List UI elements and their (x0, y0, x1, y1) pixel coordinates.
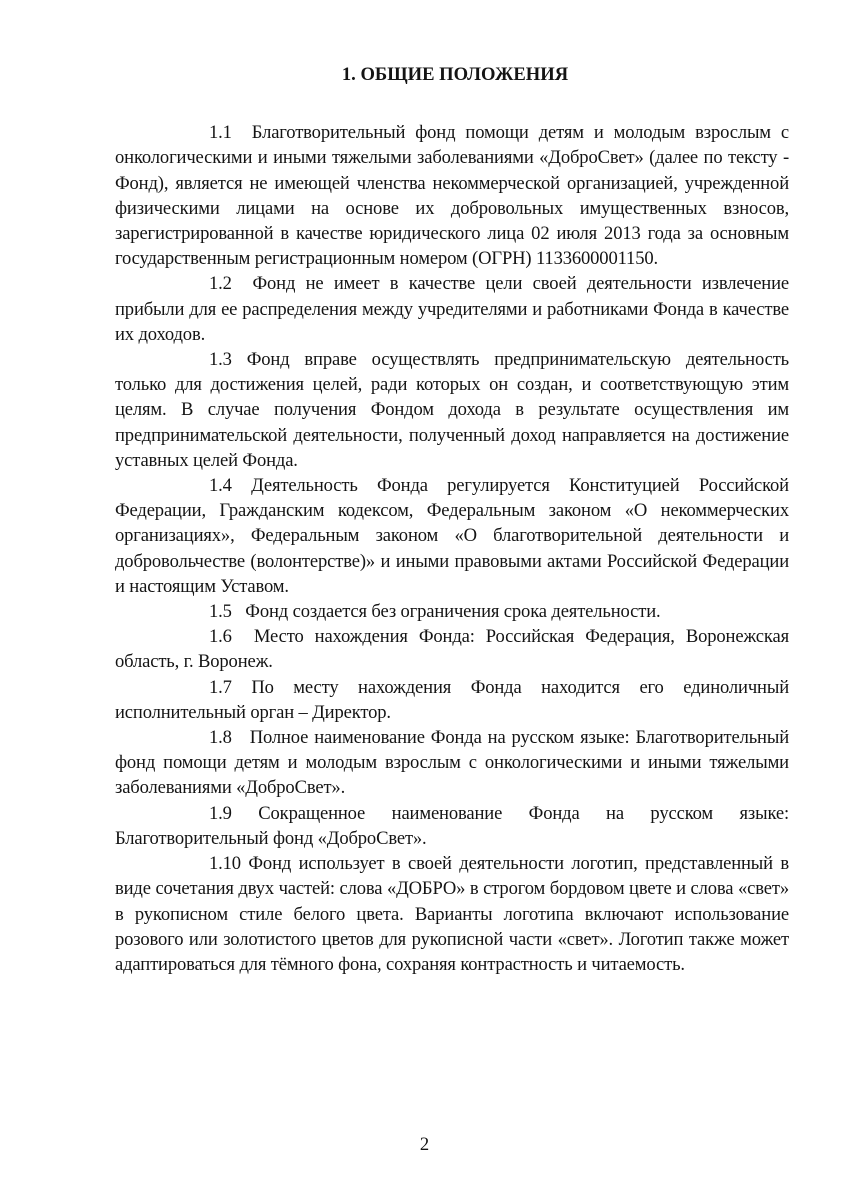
paragraph-text: Сокращенное наименование Фонда на русском языке: Благотворительный фонд «ДоброСвет». (115, 802, 789, 849)
paragraph-number: 1.9 (209, 802, 232, 824)
paragraph-text: Фонд использует в своей деятельности логотип, представленный в виде сочетания двух частей: слова «ДОБРО» в строгом бордовом цвете и слова «свет» в рукописном стиле белого цвета. Варианты логотипа включают использование розового или золотистого цветов для рукописной части «свет». Логотип также может адаптироваться для тёмного фона, сохраняя контрастность и читаемость. (115, 853, 789, 975)
paragraph-number: 1.6 (209, 626, 232, 648)
paragraph-text: Благотворительный фонд помощи детям и молодым взрослым с онкологическими и иными тяжелыми заболеваниями «ДоброСвет» (далее по тексту - Фонд), является не имеющей членства некоммерческой организацией, учрежденной физическими лицами на основе их добровольных имущественных взносов, зарегистрированной в качестве юридического лица 02 июля 2013 года за основным государственным регистрационным номером (ОГРН) 1133600001150. (115, 122, 789, 270)
document-page (115, 62, 789, 977)
paragraph-1-10 (115, 851, 789, 977)
paragraph-number: 1.8 (209, 727, 232, 749)
paragraph-1-9 (115, 801, 789, 851)
paragraph-number: 1.1 (209, 122, 232, 144)
paragraph-number: 1.7 (209, 676, 232, 698)
section-title: 1. ОБЩИЕ ПОЛОЖЕНИЯ (341, 64, 569, 85)
paragraph-1-7 (115, 675, 789, 725)
page-number: 2 (419, 1134, 430, 1155)
paragraph-1-3 (115, 347, 789, 473)
paragraph-number: 1.4 (209, 475, 232, 497)
paragraph-number: 1.3 (209, 349, 232, 371)
paragraph-text: Фонд вправе осуществлять предпринимательскую деятельность только для достижения целей, ради которых он создан, и соответствующую этим целям. В случае получения Фондом дохода в результате осуществления им предпринимательской деятельности, полученный доход направляется на достижение уставных целей Фонда. (115, 349, 790, 471)
paragraph-text: Фонд создается без ограничения срока деятельности. (245, 601, 661, 623)
paragraph-text: Место нахождения Фонда: Российская Федерация, Воронежская область, г. Воронеж. (115, 626, 789, 673)
paragraph-text: Полное наименование Фонда на русском языке: Благотворительный фонд помощи детям и молодым взрослым с онкологическими и иными тяжелыми заболеваниями «ДоброСвет». (115, 727, 789, 799)
paragraph-number: 1.2 (209, 273, 232, 295)
paragraph-text: Фонд не имеет в качестве цели своей деятельности извлечение прибыли для ее распределения между учредителями и работниками Фонда в качестве их доходов. (115, 273, 790, 345)
paragraph-1-8 (115, 725, 789, 801)
paragraph-number: 1.10 (209, 853, 241, 875)
paragraph-1-1 (115, 120, 789, 271)
paragraph-1-4 (115, 473, 789, 599)
paragraph-1-2 (115, 271, 789, 347)
paragraph-1-6 (115, 624, 789, 674)
paragraph-1-5 (115, 599, 789, 624)
paragraph-number: 1.5 (209, 601, 232, 623)
paragraph-text: Деятельность Фонда регулируется Конституцией Российской Федерации, Гражданским кодексом, Федеральным законом «О некоммерческих организациях», Федеральным законом «О благотворительной деятельности и добровольчестве (волонтерстве)» и иными правовыми актами Российской Федерации и настоящим Уставом. (115, 475, 789, 597)
paragraph-text: По месту нахождения Фонда находится его единоличный исполнительный орган – Директор. (115, 676, 789, 723)
